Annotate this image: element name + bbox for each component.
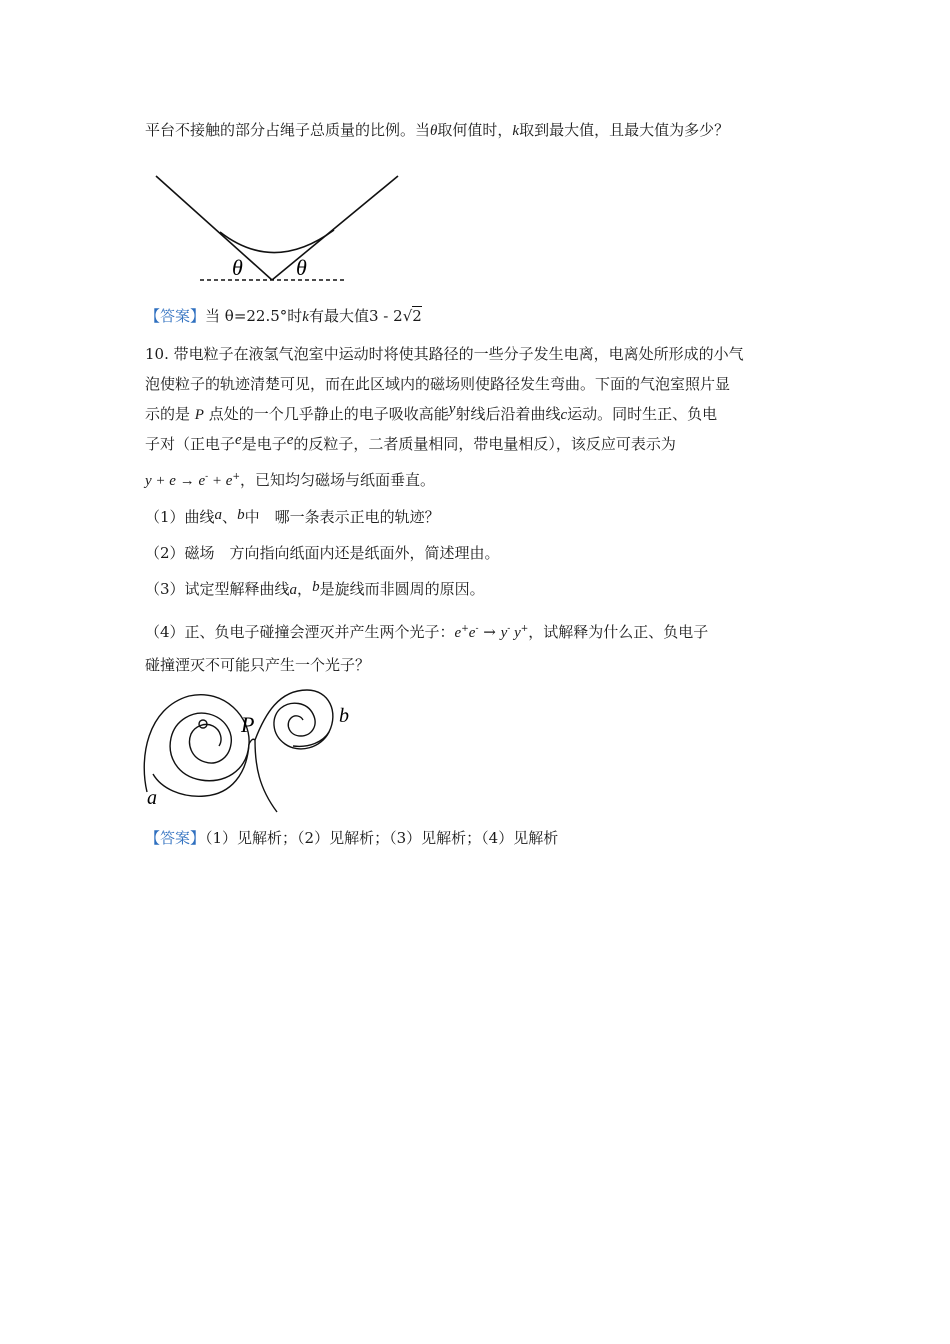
sqrt-sign: √: [402, 307, 413, 325]
q10-answer: 【答案】（1）见解析；（2）见解析；（3）见解析；（4）见解析: [145, 829, 559, 847]
label-a: a: [147, 787, 157, 809]
label-P: P: [241, 712, 255, 737]
sqrt-radicand: 2: [412, 307, 422, 325]
reaction-equation: y + e → e: [145, 473, 206, 489]
q10-reaction-line: y + e → e- + e+，已知均匀磁场与纸面垂直。: [145, 471, 435, 489]
q9-answer: 【答案】当 θ=22.5°时k有最大值3 - 2√2: [145, 307, 422, 325]
spiral-a: [144, 695, 249, 797]
q10-sub-4-line-2: 碰撞湮灭不可能只产生一个光子？: [145, 656, 371, 674]
answer-tag: 【答案】: [145, 307, 206, 325]
theta-left-label: θ: [232, 255, 243, 280]
answer-tag: 【答案】: [145, 829, 206, 847]
theta-right-label: θ: [296, 255, 307, 280]
left-slope: [156, 176, 272, 280]
spiral-tracks-figure: [143, 684, 373, 814]
k-symbol: k: [512, 123, 520, 139]
q9-question-line: 平台不接触的部分占绳子总质量的比例。当θ取何值时，k取到最大值，且最大值为多少？: [145, 121, 730, 139]
q10-line-1: 10. 带电粒子在液氢气泡室中运动时将使其路径的一些分子发生电离，电离处所形成的小气: [145, 345, 744, 363]
q10-line-4: 子对（正电子e是电子e的反粒子，二者质量相同，带电量相反），该反应可表示为: [145, 432, 676, 453]
q10-sub-4: （4）正、负电子碰撞会湮灭并产生两个光子：e+e- → y- y+，试解释为什么正、负电子: [145, 623, 709, 641]
label-b: b: [339, 705, 349, 727]
q10-sub-2: （2）磁场 方向指向纸面内还是纸面外，简述理由。: [145, 544, 500, 562]
rope-figure: [150, 170, 410, 290]
q10-sub-1: （1）曲线a、b中 哪一条表示正电的轨迹？: [145, 507, 440, 526]
right-slope: [272, 176, 398, 280]
q10-line-2: 泡使粒子的轨迹清楚可见，而在此区域内的磁场则使路径发生弯曲。下面的气泡室照片显: [145, 375, 731, 393]
answer-value: 3 - 2: [368, 307, 403, 325]
spiral-b: [255, 690, 333, 749]
q10-line-3: 示的是 P 点处的一个几乎静止的电子吸收高能y射线后沿着曲线c运动。同时生正、负电: [145, 401, 718, 423]
theta-symbol: θ: [430, 123, 438, 139]
q10-sub-3: （3）试定型解释曲线a，b是旋线而非圆周的原因。: [145, 579, 485, 598]
track-c: [255, 740, 277, 812]
track-a-tail: [249, 739, 255, 744]
